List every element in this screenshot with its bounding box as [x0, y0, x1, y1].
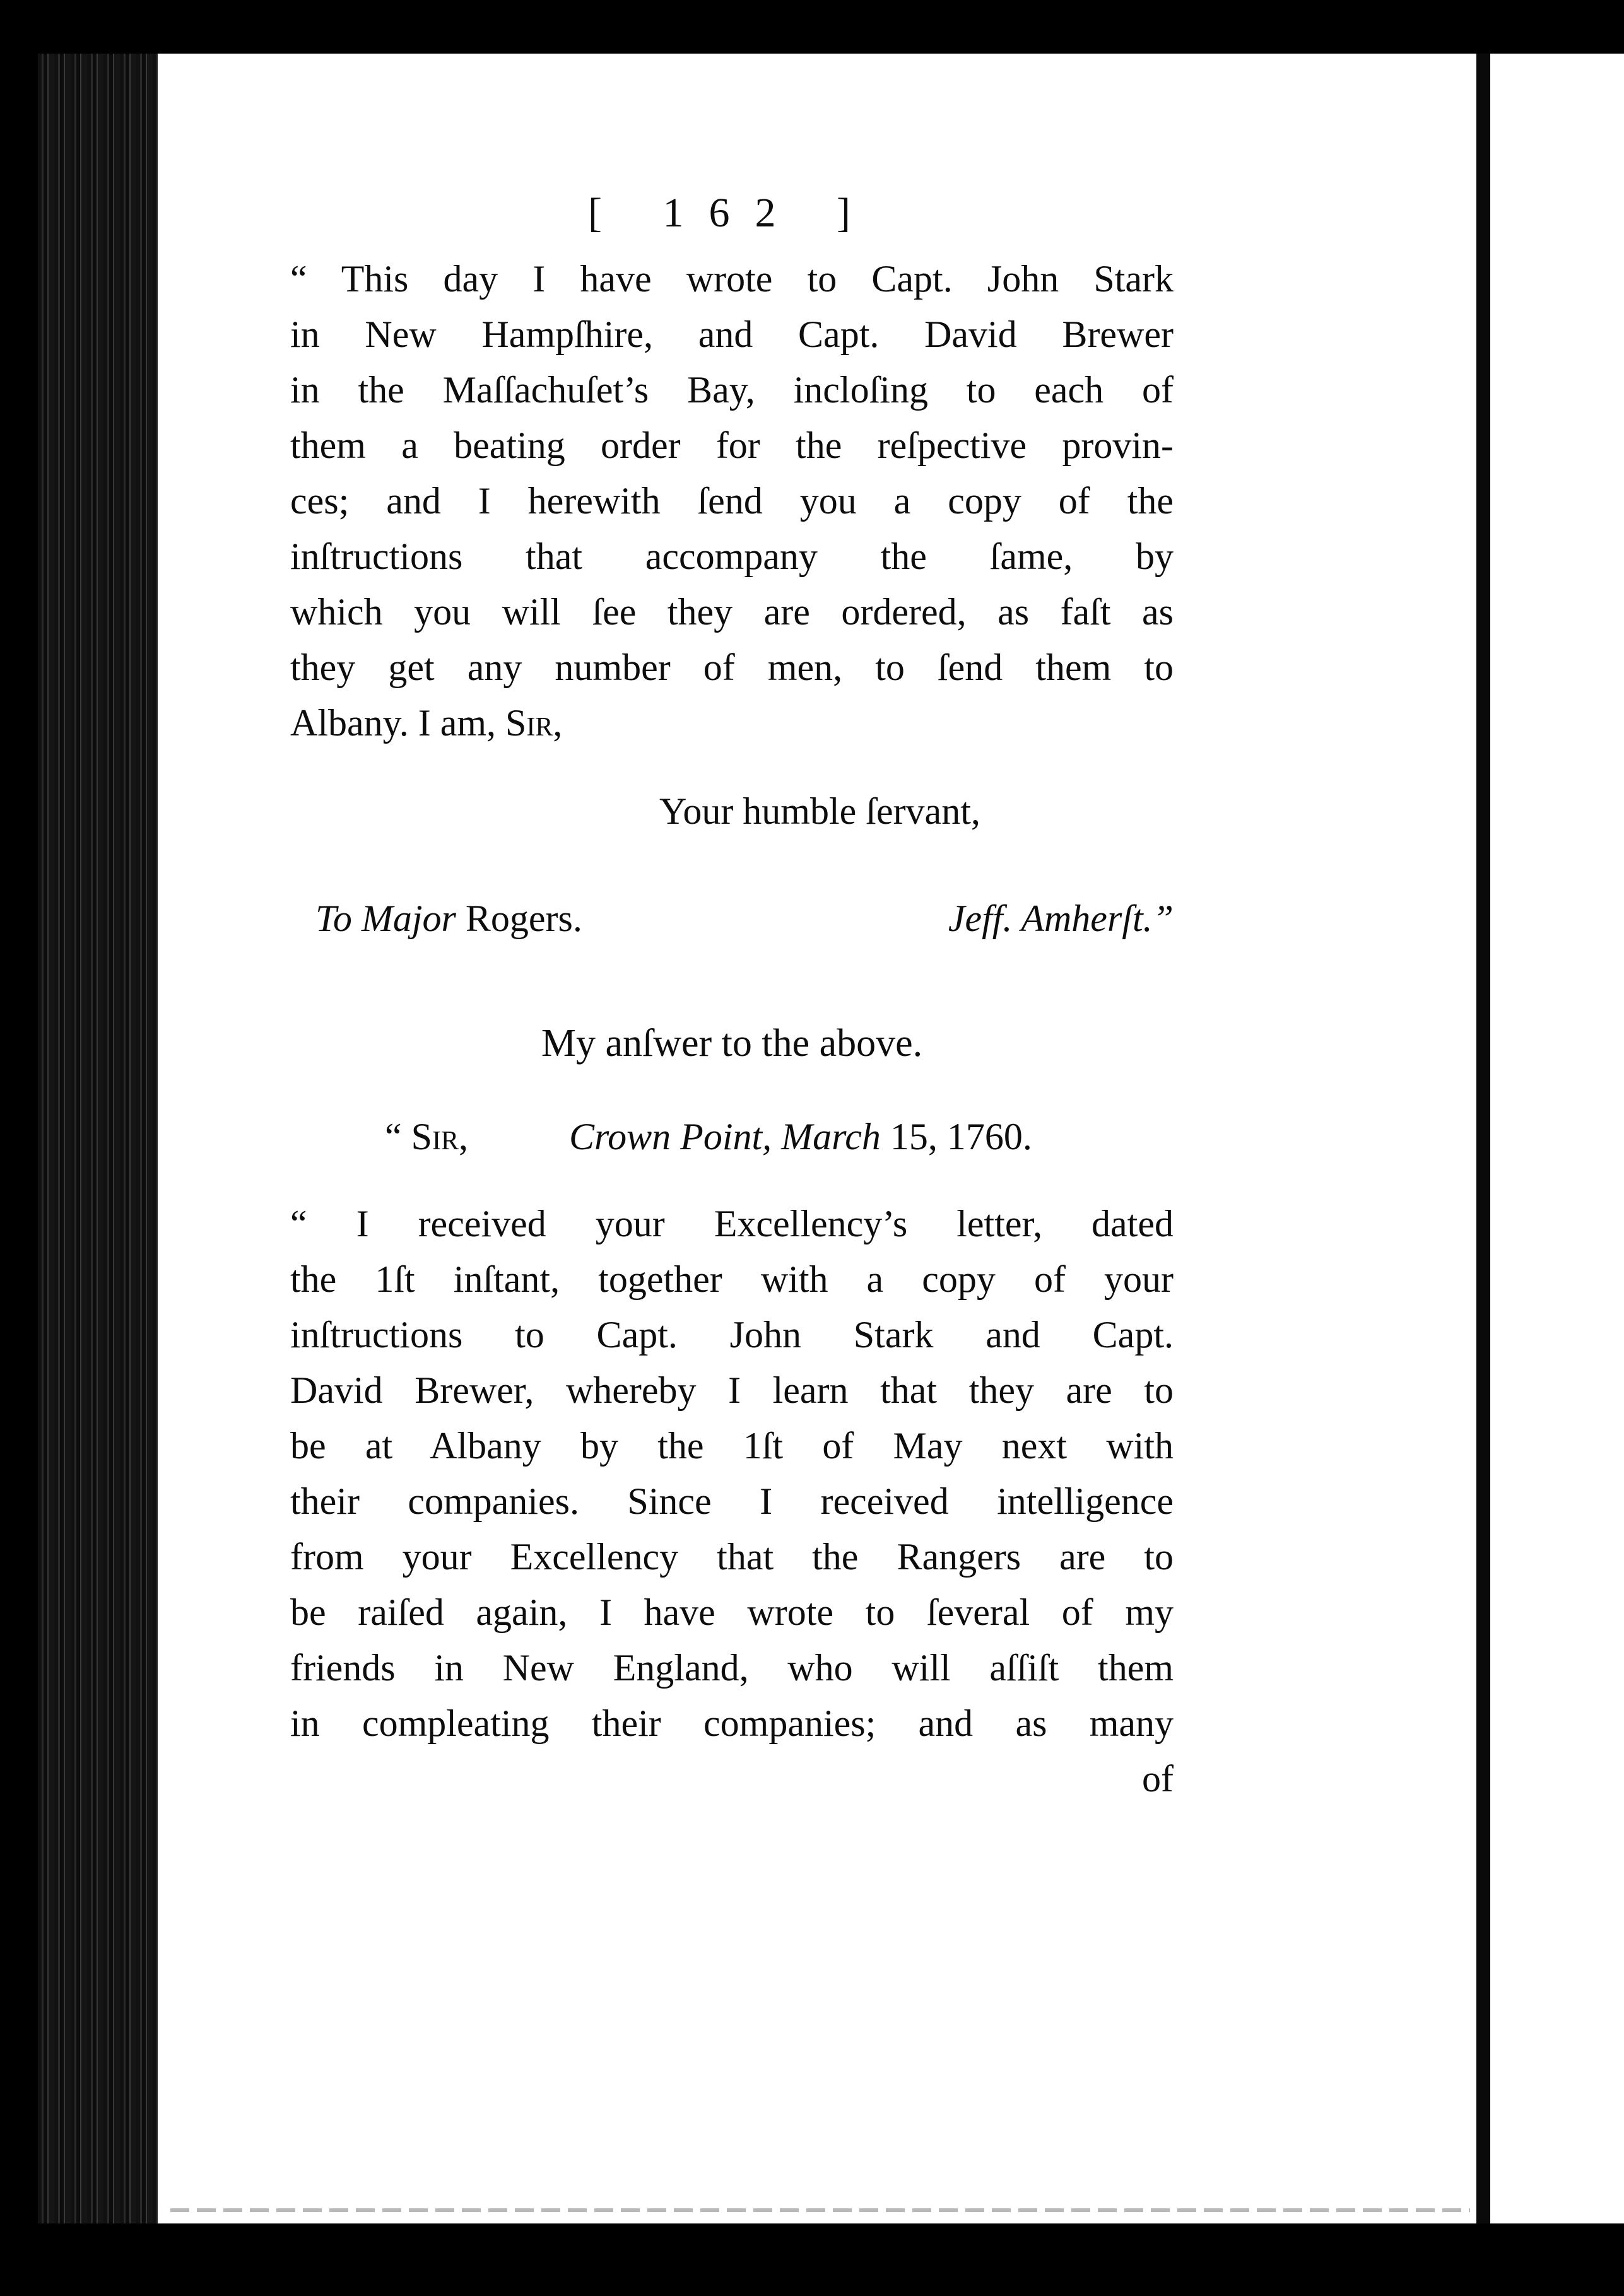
text-line: which you will ſee they are ordered, as faſt as — [290, 591, 1174, 633]
page-gutter — [1476, 54, 1490, 2223]
text-line: the 1ſt inſtant, together with a copy of your — [290, 1258, 1174, 1300]
signature-row — [290, 891, 1174, 946]
addressee — [315, 891, 582, 946]
section-heading: My anſwer to the above. — [541, 1022, 923, 1065]
text-line: ces; and I herewith ſend you a copy of the — [290, 480, 1174, 522]
rogers-reply-body — [290, 1196, 1174, 1807]
addressee-prefix: To Major — [315, 898, 456, 939]
text-line: in New Hampſhire, and Capt. David Brewer — [290, 313, 1174, 355]
text-line: in the Maſſachuſet’s Bay, incloſing to each of — [290, 369, 1174, 411]
text-line-last — [290, 695, 1174, 751]
catchword: of — [1142, 1758, 1174, 1800]
text-line: “ I received your Excellency’s letter, dated — [290, 1203, 1174, 1245]
text-line: friends in New England, who will aſſiſt them — [290, 1647, 1174, 1689]
amherst-letter-body — [290, 251, 1174, 751]
text-line: David Brewer, whereby I learn that they are to — [290, 1369, 1174, 1411]
dateline — [290, 1109, 1174, 1164]
date: 15, 1760. — [880, 1116, 1032, 1157]
text-line: “ This day I have wrote to Capt. John Stark — [290, 258, 1174, 300]
salutation: “ Sir, — [385, 1116, 468, 1157]
text-line: be raiſed again, I have wrote to ſeveral of my — [290, 1591, 1174, 1633]
page-text — [290, 189, 1174, 1807]
text-line: they get any number of men, to ſend them to — [290, 647, 1174, 688]
text-line-last-content: Albany. I am, — [290, 702, 506, 744]
text-line: their companies. Since I received intelligence — [290, 1480, 1174, 1522]
text-line: from your Excellency that the Rangers are to — [290, 1536, 1174, 1578]
text-line: inſtructions that accompany the ſame, by — [290, 536, 1174, 577]
letter-closing: Your humble ſervant, — [659, 790, 980, 832]
addressee-name: Rogers. — [465, 898, 582, 939]
text-line: be at Albany by the 1ſt of May next with — [290, 1425, 1174, 1467]
place: Crown Point, March — [569, 1116, 881, 1157]
text-line: them a beating order for the reſpective provin- — [290, 425, 1174, 466]
text-line: inſtructions to Capt. John Stark and Capt. — [290, 1314, 1174, 1356]
signature: Jeff. Amherſt.” — [948, 898, 1174, 939]
place-date — [569, 1109, 1032, 1164]
text-line: in compleating their companies; and as many — [290, 1702, 1174, 1744]
book-spine — [38, 54, 164, 2223]
sir-small-caps: Sir, — [505, 702, 563, 744]
facing-page-edge — [1490, 54, 1624, 2223]
page-number: [ 162 ] — [588, 190, 876, 236]
